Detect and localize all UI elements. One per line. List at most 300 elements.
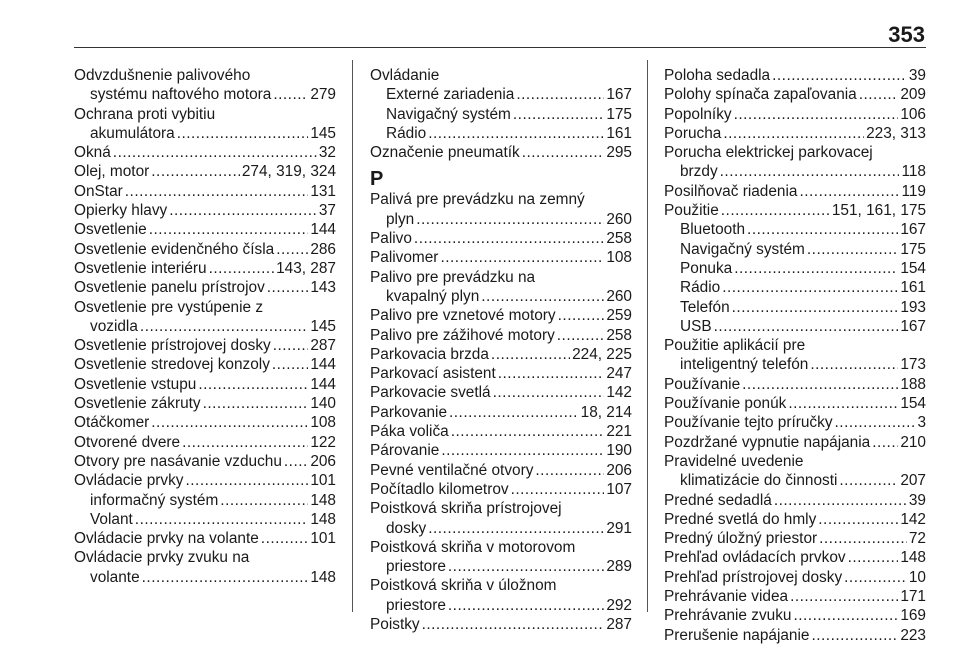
index-entry xyxy=(370,364,632,383)
entry-term: Osvetlenie pre vystúpenie z xyxy=(74,298,264,316)
entry-line xyxy=(370,364,632,383)
index-entry xyxy=(370,441,632,460)
dot-leader xyxy=(491,345,570,364)
entry-pages: 143 xyxy=(310,279,336,297)
entry-line xyxy=(74,433,336,452)
entry-pages: 289 xyxy=(606,558,632,576)
entry-pages: 286 xyxy=(310,240,336,258)
entry-text: Parkovanie xyxy=(370,403,447,421)
entry-line xyxy=(664,375,926,394)
dot-leader xyxy=(522,143,605,162)
entry-text: Osvetlenie prístrojovej dosky xyxy=(74,337,271,355)
entry-pages: 221 xyxy=(606,423,632,441)
entry-line xyxy=(664,162,926,181)
dot-leader xyxy=(558,306,605,325)
index-entry xyxy=(664,606,926,625)
entry-pages: 287 xyxy=(310,337,336,355)
entry-pages: 3 xyxy=(917,414,926,432)
dot-leader xyxy=(414,229,604,248)
entry-pages: 140 xyxy=(310,395,336,413)
entry-pages: 148 xyxy=(310,491,336,509)
entry-line xyxy=(664,568,926,587)
entry-text: Navigačný systém xyxy=(386,105,511,123)
entry-text: Prerušenie napájanie xyxy=(664,626,810,644)
dot-leader xyxy=(449,403,579,422)
entry-text: Predné sedadlá xyxy=(664,491,772,509)
entry-pages: 259 xyxy=(606,307,632,325)
entry-line xyxy=(74,278,336,297)
entry-term: Porucha elektrickej parkovacej xyxy=(664,144,873,162)
entry-text: Osvetlenie panelu prístrojov xyxy=(74,279,265,297)
entry-text: inteligentný telefón xyxy=(680,356,809,374)
index-entry xyxy=(664,375,926,394)
entry-text: Označenie pneumatík xyxy=(370,144,520,162)
index-entry xyxy=(664,433,926,452)
entry-text: Používanie ponúk xyxy=(664,395,787,413)
index-entry xyxy=(74,162,336,181)
index-entry xyxy=(370,403,632,422)
entry-text: Parkovací asistent xyxy=(370,365,496,383)
dot-leader xyxy=(177,124,309,143)
dot-leader xyxy=(149,220,309,239)
entry-text: kvapalný plyn xyxy=(386,287,480,305)
index-entry xyxy=(370,306,632,325)
index-entry xyxy=(370,383,632,402)
entry-text: Používanie tejto príručky xyxy=(664,414,833,432)
entry-pages: 279 xyxy=(310,86,336,104)
entry-pages: 148 xyxy=(310,568,336,586)
entry-line xyxy=(74,375,336,394)
entry-line xyxy=(664,433,926,452)
index-entry xyxy=(664,317,926,336)
entry-pages: 154 xyxy=(900,259,926,277)
dot-leader xyxy=(835,413,916,432)
entry-pages: 167 xyxy=(606,86,632,104)
entry-line xyxy=(74,529,336,548)
entry-line xyxy=(74,201,336,220)
dot-leader xyxy=(790,587,898,606)
entry-pages: 258 xyxy=(606,230,632,248)
dot-leader xyxy=(203,394,309,413)
entry-text: Palivo xyxy=(370,230,412,248)
index-entry xyxy=(74,471,336,490)
entry-line xyxy=(664,491,926,510)
entry-line xyxy=(74,182,336,201)
dot-leader xyxy=(481,287,604,306)
entry-text: Osvetlenie vstupu xyxy=(74,375,197,393)
entry-pages: 118 xyxy=(901,163,926,181)
dot-leader xyxy=(151,162,240,181)
index-entry xyxy=(664,66,926,85)
entry-text: Palivo pre vznetové motory xyxy=(370,307,556,325)
entry-pages: 18, 214 xyxy=(580,403,632,421)
entry-line xyxy=(74,471,336,490)
entry-line xyxy=(74,124,336,143)
entry-text: Bluetooth xyxy=(680,221,746,239)
dot-leader xyxy=(818,510,898,529)
index-entry xyxy=(74,548,336,587)
index-entry xyxy=(370,124,632,143)
index-entry xyxy=(370,268,632,307)
dot-leader xyxy=(714,317,899,336)
entry-text: Ovládacie prvky na volante xyxy=(74,530,259,548)
index-entry xyxy=(664,510,926,529)
dot-leader xyxy=(273,336,309,355)
entry-pages: 107 xyxy=(606,480,632,498)
entry-line xyxy=(386,85,632,104)
entry-term: Poistková skriňa v úložnom xyxy=(370,577,557,595)
dot-leader xyxy=(839,471,898,490)
index-entry xyxy=(370,190,632,229)
entry-line xyxy=(74,568,336,587)
entry-line xyxy=(370,383,632,402)
index-column-3 xyxy=(664,66,926,645)
entry-line xyxy=(664,587,926,606)
dot-leader xyxy=(273,85,308,104)
index-entry xyxy=(370,615,632,634)
dot-leader xyxy=(810,355,898,374)
entry-text: Predné svetlá do hmly xyxy=(664,510,817,528)
entry-text: informačný systém xyxy=(90,491,219,509)
index-entry xyxy=(664,85,926,104)
index-entry xyxy=(664,182,926,201)
entry-text: Používanie xyxy=(664,375,741,393)
index-entry xyxy=(664,626,926,645)
dot-leader xyxy=(513,105,604,124)
entry-pages: 108 xyxy=(606,249,632,267)
dot-leader xyxy=(451,422,605,441)
entry-line xyxy=(680,278,926,297)
index-entry xyxy=(664,240,926,259)
entry-pages: 10 xyxy=(908,568,926,586)
entry-line xyxy=(370,345,632,364)
index-entry xyxy=(370,326,632,345)
entry-line xyxy=(664,510,926,529)
entry-pages: 148 xyxy=(310,510,336,528)
index-entry xyxy=(74,220,336,239)
entry-text: Pozdržané vypnutie napájania xyxy=(664,433,871,451)
dot-leader xyxy=(772,66,907,85)
dot-leader xyxy=(811,626,898,645)
index-entry xyxy=(74,394,336,413)
entry-pages: 144 xyxy=(310,356,336,374)
entry-line xyxy=(74,240,336,259)
entry-text: Olej, motor xyxy=(74,163,150,181)
dot-leader xyxy=(267,278,309,297)
entry-pages: 188 xyxy=(900,375,926,393)
header-rule xyxy=(74,47,926,48)
dot-leader xyxy=(220,491,308,510)
section-letter: P xyxy=(370,168,384,191)
entry-pages: 106 xyxy=(900,105,926,123)
entry-line xyxy=(370,461,632,480)
entry-text: Prehrávanie zvuku xyxy=(664,607,792,625)
entry-text: brzdy xyxy=(680,163,718,181)
entry-text: Externé zariadenia xyxy=(386,86,515,104)
entry-line xyxy=(680,317,926,336)
entry-pages: 101 xyxy=(310,530,336,548)
index-entry xyxy=(74,413,336,432)
entry-text: Opierky hlavy xyxy=(74,202,168,220)
page-number: 353 xyxy=(888,22,925,47)
dot-leader xyxy=(448,596,604,615)
index-entry xyxy=(74,201,336,220)
entry-line xyxy=(370,210,632,229)
entry-text: plyn xyxy=(386,210,415,228)
entry-pages: 247 xyxy=(606,365,632,383)
dot-leader xyxy=(448,557,604,576)
entry-text: Rádio xyxy=(680,279,721,297)
index-entry xyxy=(74,355,336,374)
entry-text: Párovanie xyxy=(370,442,440,460)
entry-text: Páka voliča xyxy=(370,423,449,441)
entry-term: Poistková skriňa v motorovom xyxy=(370,538,576,556)
index-entry xyxy=(74,336,336,355)
entry-pages: 145 xyxy=(310,124,336,142)
entry-pages: 142 xyxy=(900,510,926,528)
dot-leader xyxy=(721,201,830,220)
entry-pages: 287 xyxy=(606,616,632,634)
index-entry xyxy=(664,336,926,375)
dot-leader xyxy=(441,441,604,460)
index-entry xyxy=(664,452,926,491)
dot-leader xyxy=(493,383,605,402)
entry-line xyxy=(370,287,632,306)
index-entry xyxy=(74,259,336,278)
entry-line xyxy=(74,143,336,162)
index-entry xyxy=(370,345,632,364)
entry-text: Otáčkomer xyxy=(74,414,150,432)
index-entry xyxy=(664,529,926,548)
entry-text: Volant xyxy=(90,510,133,528)
entry-pages: 101 xyxy=(310,472,336,490)
dot-leader xyxy=(276,240,308,259)
entry-pages: 175 xyxy=(606,105,632,123)
dot-leader xyxy=(742,375,898,394)
entry-pages: 143, 287 xyxy=(276,259,336,277)
entry-pages: 171 xyxy=(900,588,926,606)
dot-leader xyxy=(872,433,898,452)
index-entry xyxy=(664,143,926,182)
entry-line xyxy=(370,326,632,345)
entry-text: Okná xyxy=(74,144,111,162)
index-entry xyxy=(74,433,336,452)
entry-text: Osvetlenie stredovej konzoly xyxy=(74,356,270,374)
column-divider xyxy=(647,60,648,612)
entry-text: Polohy spínača zapaľovania xyxy=(664,86,857,104)
index-entry xyxy=(74,491,336,510)
dot-leader xyxy=(720,162,900,181)
index-entry xyxy=(664,278,926,297)
entry-pages: 161 xyxy=(900,279,926,297)
entry-term: Odvzdušnenie palivového xyxy=(74,67,251,84)
entry-pages: 119 xyxy=(901,182,926,200)
entry-line xyxy=(370,306,632,325)
entry-line xyxy=(370,66,632,85)
dot-leader xyxy=(557,326,605,345)
index-entry xyxy=(664,394,926,413)
dot-leader xyxy=(516,85,604,104)
entry-text: Pevné ventilačné otvory xyxy=(370,461,534,479)
dot-leader xyxy=(799,182,899,201)
dot-leader xyxy=(135,510,309,529)
entry-text: OnStar xyxy=(74,182,123,200)
dot-leader xyxy=(734,259,898,278)
entry-pages: 37 xyxy=(318,202,336,220)
dot-leader xyxy=(151,413,308,432)
entry-pages: 39 xyxy=(908,491,926,509)
dot-leader xyxy=(209,259,274,278)
dot-leader xyxy=(732,298,899,317)
entry-text: Otvory pre nasávanie vzduchu xyxy=(74,452,282,470)
dot-leader xyxy=(186,471,309,490)
entry-line xyxy=(370,441,632,460)
entry-line xyxy=(90,491,336,510)
dot-leader xyxy=(722,278,898,297)
entry-text: priestore xyxy=(386,558,446,576)
entry-text: Posilňovač riadenia xyxy=(664,182,798,200)
entry-text: akumulátora xyxy=(90,124,175,142)
entry-pages: 223, 313 xyxy=(866,124,926,142)
dot-leader xyxy=(819,529,907,548)
index-entry xyxy=(370,105,632,124)
index-entry xyxy=(664,201,926,220)
dot-leader xyxy=(848,548,899,567)
entry-pages: 122 xyxy=(310,433,336,451)
entry-line xyxy=(74,162,336,181)
entry-text: Porucha xyxy=(664,124,722,142)
entry-line xyxy=(664,394,926,413)
index-entry xyxy=(664,587,926,606)
column-divider xyxy=(352,60,353,612)
entry-pages: 206 xyxy=(606,461,632,479)
entry-text: Palivo pre zážihové motory xyxy=(370,326,555,344)
entry-pages: 224, 225 xyxy=(572,345,632,363)
index-entry xyxy=(74,375,336,394)
dot-leader xyxy=(272,355,308,374)
entry-text: dosky xyxy=(386,519,427,537)
entry-line xyxy=(74,259,336,278)
index-entry xyxy=(370,248,632,267)
entry-text: Ovládanie xyxy=(370,67,440,84)
dot-leader xyxy=(498,364,605,383)
index-entry xyxy=(74,66,336,105)
entry-line xyxy=(680,259,926,278)
dot-leader xyxy=(113,143,317,162)
entry-pages: 32 xyxy=(318,144,336,162)
entry-text: Osvetlenie interiéru xyxy=(74,259,207,277)
dot-leader xyxy=(182,433,308,452)
entry-line xyxy=(664,548,926,567)
index-entry xyxy=(370,576,632,615)
entry-text: Ovládacie prvky xyxy=(74,472,184,490)
entry-term: Použitie aplikácií pre xyxy=(664,337,806,355)
dot-leader xyxy=(793,606,898,625)
entry-line xyxy=(370,519,632,538)
entry-pages: 169 xyxy=(900,607,926,625)
entry-pages: 292 xyxy=(606,596,632,614)
entry-line xyxy=(370,422,632,441)
entry-pages: 190 xyxy=(606,442,632,460)
entry-line xyxy=(680,298,926,317)
entry-line xyxy=(664,355,926,374)
entry-text: Parkovacie svetlá xyxy=(370,384,491,402)
entry-term: Ovládacie prvky zvuku na xyxy=(74,549,250,567)
index-entry xyxy=(74,452,336,471)
entry-line xyxy=(74,317,336,336)
entry-text: Otvorené dvere xyxy=(74,433,181,451)
entry-line xyxy=(74,85,336,104)
entry-line xyxy=(664,66,926,85)
dot-leader xyxy=(142,568,309,587)
index-entry xyxy=(370,229,632,248)
entry-pages: 145 xyxy=(310,317,336,335)
entry-line xyxy=(664,105,926,124)
entry-pages: 175 xyxy=(900,240,926,258)
index-entry xyxy=(370,422,632,441)
entry-text: Rádio xyxy=(386,124,427,142)
entry-term: Pravidelné uvedenie xyxy=(664,452,804,470)
dot-leader xyxy=(125,182,309,201)
entry-line xyxy=(664,471,926,490)
entry-text: Parkovacia brzda xyxy=(370,345,489,363)
index-entry xyxy=(664,124,926,143)
entry-term: Poistková skriňa prístrojovej xyxy=(370,500,562,518)
entry-text: Použitie xyxy=(664,202,719,220)
entry-pages: 291 xyxy=(606,519,632,537)
dot-leader xyxy=(535,461,604,480)
entry-text: Poistky xyxy=(370,616,420,634)
entry-pages: 154 xyxy=(900,395,926,413)
entry-pages: 223 xyxy=(900,626,926,644)
entry-term: Ochrana proti vybitiu xyxy=(74,105,216,123)
index-entry xyxy=(370,499,632,538)
index-entry xyxy=(74,182,336,201)
entry-pages: 108 xyxy=(310,414,336,432)
entry-text: Osvetlenie zákruty xyxy=(74,395,201,413)
entry-text: Palivomer xyxy=(370,249,439,267)
dot-leader xyxy=(261,529,309,548)
index-entry xyxy=(664,568,926,587)
entry-line xyxy=(664,85,926,104)
entry-pages: 258 xyxy=(606,326,632,344)
entry-pages: 274, 319, 324 xyxy=(241,163,336,181)
entry-line xyxy=(680,240,926,259)
index-entry xyxy=(370,143,632,162)
entry-pages: 39 xyxy=(908,67,926,84)
entry-pages: 167 xyxy=(900,317,926,335)
entry-line xyxy=(664,606,926,625)
entry-pages: 209 xyxy=(900,86,926,104)
entry-pages: 210 xyxy=(900,433,926,451)
entry-pages: 72 xyxy=(908,530,926,548)
entry-line xyxy=(370,615,632,634)
dot-leader xyxy=(428,519,604,538)
entry-text: Počítadlo kilometrov xyxy=(370,480,509,498)
index-entry xyxy=(370,85,632,104)
dot-leader xyxy=(428,124,604,143)
entry-text: vozidla xyxy=(90,317,138,335)
entry-line xyxy=(74,413,336,432)
index-column-1 xyxy=(74,66,336,587)
entry-text: Predný úložný priestor xyxy=(664,530,818,548)
dot-leader xyxy=(734,105,899,124)
entry-pages: 144 xyxy=(310,375,336,393)
entry-text: systému naftového motora xyxy=(90,86,272,104)
dot-leader xyxy=(723,124,864,143)
index-entry xyxy=(74,529,336,548)
entry-text: klimatizácie do činnosti xyxy=(680,472,838,490)
